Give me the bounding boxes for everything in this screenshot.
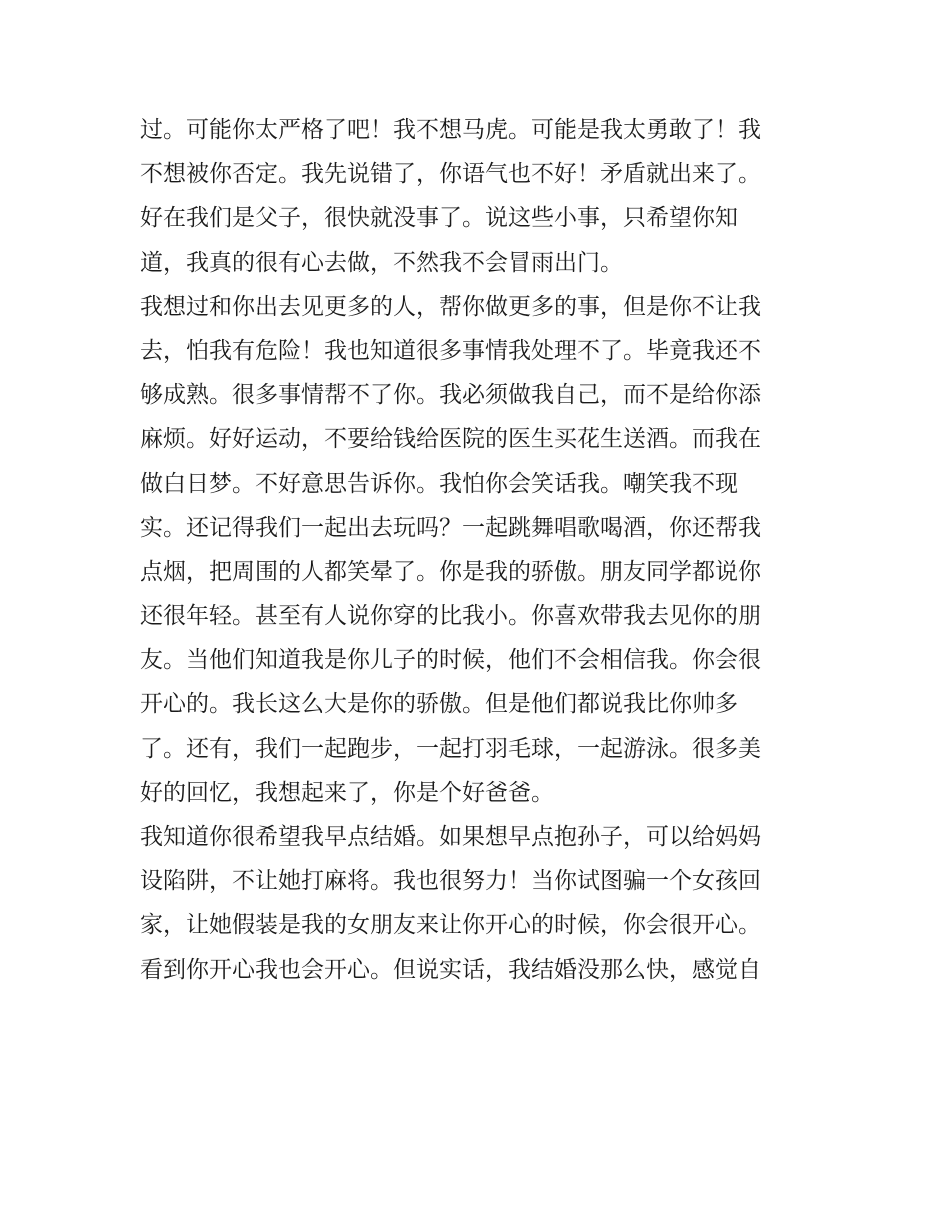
text-line: 够成熟。很多事情帮不了你。我必须做我自己，而不是给你添 xyxy=(140,382,761,409)
text-line: 我想过和你出去见更多的人，帮你做更多的事，但是你不让我 xyxy=(140,293,761,320)
text-line: 开心的。我长这么大是你的骄傲。但是他们都说我比你帅多 xyxy=(140,691,738,718)
text-line: 点烟，把周围的人都笑晕了。你是我的骄傲。朋友同学都说你 xyxy=(140,558,761,585)
text-line: 过。可能你太严格了吧！我不想马虎。可能是我太勇敢了！我 xyxy=(140,117,761,143)
text-line: 设陷阱，不让她打麻将。我也很努力！当你试图骗一个女孩回 xyxy=(140,868,761,895)
text-line: 还很年轻。甚至有人说你穿的比我小。你喜欢带我去见你的朋 xyxy=(140,603,761,630)
text-line: 好的回忆，我想起来了，你是个好爸爸。 xyxy=(140,779,554,806)
text-line: 道，我真的很有心去做，不然我不会冒雨出门。 xyxy=(140,249,623,276)
text-line: 不想被你否定。我先说错了，你语气也不好！矛盾就出来了。 xyxy=(140,161,761,188)
text-line: 麻烦。好好运动，不要给钱给医院的医生买花生送酒。而我在 xyxy=(140,426,761,453)
text-line: 实。还记得我们一起出去玩吗？一起跳舞唱歌喝酒，你还帮我 xyxy=(140,514,761,541)
text-line: 了。还有，我们一起跑步，一起打羽毛球，一起游泳。很多美 xyxy=(140,735,761,762)
text-line: 去，怕我有危险！我也知道很多事情我处理不了。毕竟我还不 xyxy=(140,337,761,364)
document-body xyxy=(140,108,820,992)
text-line: 做白日梦。不好意思告诉你。我怕你会笑话我。嘲笑我不现 xyxy=(140,470,738,497)
text-line: 看到你开心我也会开心。但说实话，我结婚没那么快，感觉自 xyxy=(140,956,761,983)
text-line: 家，让她假装是我的女朋友来让你开心的时候，你会很开心。 xyxy=(140,912,761,939)
text-line: 好在我们是父子，很快就没事了。说这些小事，只希望你知 xyxy=(140,205,738,232)
text-line: 友。当他们知道我是你儿子的时候，他们不会相信我。你会很 xyxy=(140,647,761,674)
text-line: 我知道你很希望我早点结婚。如果想早点抱孙子，可以给妈妈 xyxy=(140,824,761,850)
